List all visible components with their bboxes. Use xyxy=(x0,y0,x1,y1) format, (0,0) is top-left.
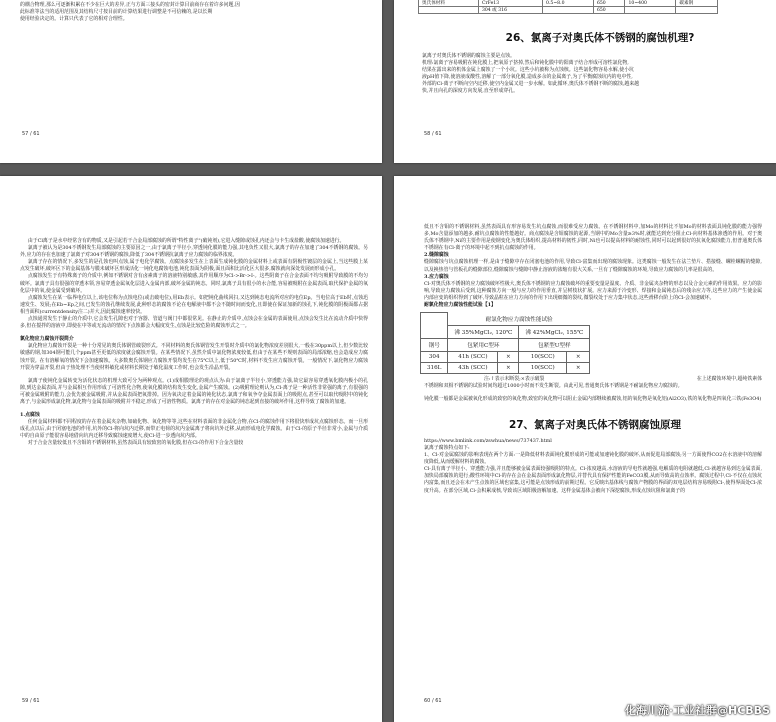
text-line: 结果在露出来的机体金属上腐蚀了一个小坑。这些小坑被称为点蚀核。这些氯化物容易水解,使小坑 xyxy=(422,67,634,74)
table-cell: 10(SCC) xyxy=(519,351,567,362)
material-table xyxy=(418,0,718,14)
table-cell xyxy=(676,7,718,14)
paragraph: 由于Cl离子是水中经常含有的物质,又是引起若干合金局部腐蚀的所谓"特性离子"(破钝剂),它进入缝隙或蚀孔内还会与卡生成盐酸,使腐蚀加速进行。 xyxy=(27,238,345,244)
text-line: 机理:氯离子容易吸附在钝化膜上,把氧原子挤掉,然后和钝化膜中的阳离子结合形成可溶性氯化物, xyxy=(422,60,629,67)
page-59 xyxy=(0,176,382,722)
table-cell: 650 xyxy=(593,0,625,7)
text-line: 液pH值下降,使溶液成酸性,溶解了一部分氧化膜,造成多余的金属离子,为了平衡腐蚀坑内的电中性, xyxy=(422,74,633,81)
table-caption-cell xyxy=(421,313,448,339)
page-number: 58 / 61 xyxy=(424,131,442,137)
page-60-text xyxy=(394,176,776,309)
paragraph: 不锈钢和双相不锈钢的试验时间均超过1000小时而不发生断裂。由此可见,普通奥氏体不锈钢是不耐氯化物应力腐蚀的。 xyxy=(424,382,683,389)
section-title: 27、氯离子对奥氏体不锈钢腐蚀原理 xyxy=(508,418,682,431)
table-cell: 奥氏体材料 xyxy=(419,0,479,7)
page-number: 59 / 61 xyxy=(22,698,40,704)
table-cell: 碳素钢 xyxy=(676,0,718,7)
table-cell: 41h (SCC) xyxy=(448,351,498,362)
source-link[interactable]: https://www.bmlink.com/zswhua/news/737437.html xyxy=(424,437,552,444)
table-subcaption: 耐氯化物应力腐蚀性能试验 xyxy=(448,313,590,326)
paragraph: 点腐蚀发生在某一临界电位以上,该电位称为点蚀电位(或击破电位),用Eb表示。如把钝化曲线回扫,又达到钝态电流所对应的电位Ep。当电位高于Eb时,点蚀迅速发生、发展;在Eb~Ep之间,已发生的蚀孔继续发展,此种形态的腐蚀不论在电解液中都不会不随时间而变化,且即使在保证加新的蚀孔下,钝化膜的阴极面都占据相当面积(currentdensity注二)并大,因此腐蚀速率较快。 xyxy=(20,294,368,315)
table-header: 钢号 xyxy=(421,338,448,351)
table-cell: × xyxy=(567,362,590,373)
section-heading: 2.缝隙腐蚀 xyxy=(424,252,449,259)
table-cell: 304 xyxy=(421,351,448,362)
paragraph: 1、Cl-对金属腐蚀的影响表现在两个方面:一是降低材料表面钝化膜形成的可能或加速钝化膜的破坏,从而促进局部腐蚀;另一方面使得CO2在水溶液中的溶解度降低,从而缓解材料的腐蚀。 xyxy=(424,452,762,466)
page-59-text xyxy=(0,176,382,448)
paragraph: 缝隙腐蚀与坑点腐蚀机理一样,是由于缝隙中存在闭塞电池的作用,导致Cl-富集而出现的腐蚀现象。这类腐蚀一般发生在法兰垫片、搭接缝、螺栓螺帽的缝隙,以及换热管与管板孔的缝隙部位,缝隙腐蚀与缝隙中静止溶液的浓缩有很大关系,一旦有了缝隙腐蚀的环境,导致应力腐蚀的几率是很高的。 xyxy=(424,259,762,273)
table-row xyxy=(421,351,590,362)
page-60-text-3 xyxy=(394,438,776,495)
page-57-text xyxy=(0,0,382,23)
table-cell: CrFe13 xyxy=(478,0,542,7)
page-60 xyxy=(394,176,776,722)
table-side-note: 在上述腐蚀环境中,超纯铁素体 xyxy=(696,375,762,382)
paragraph: 氯化物应力腐蚀开裂是一种十分常见的奥氏体钢管破裂形式。不同材料的奥氏体钢管发生开裂时介质中的氯化物浓度差别很大,一般在30ppm以上,但少数比较敏感的钢,如304钢可能几个ppm甚至更低的浓度就会腐蚀开裂。在某些情况下,虽然介质中氯化物浓度较低,但由于在某些不规则表面的局部浓缩,也会造成应力腐蚀开裂。在有溶解氧的情况下会加速腐蚀。大多数奥氏体钢应力腐蚀开裂均发生在75℃以上,低于50℃时,材料不发生应力腐蚀开裂。一般情况下,氯化物应力腐蚀开裂为穿晶开裂,但由于热处理不当使材料敏化或材料长期处于敏化温度工作时,也会发生沿晶开裂。 xyxy=(20,343,368,371)
table-subheader: 包紧型U型样 xyxy=(519,338,590,351)
paragraph: 对于合金含量较低且不含钼的不锈钢材料,虽然表面具有较致密的氧化膜,但在Cl-的作用下合金含量较 xyxy=(27,440,244,447)
page-58-text xyxy=(394,53,776,96)
section-heading: 3.应力腐蚀 xyxy=(424,273,449,280)
page-number: 57 / 61 xyxy=(22,131,40,137)
table-cell: 0.5~8.0 xyxy=(543,0,594,7)
table-row xyxy=(419,7,718,14)
text-line: 的耦合物理,那么可逐渐积累在不少在巨大的差异,正与方面三接头的密封计算目前商存在着许多问题,因 xyxy=(20,2,240,8)
page-60-text-2 xyxy=(394,376,776,403)
table-cell: × xyxy=(498,351,519,362)
section-heading: 氯化物应力腐蚀开裂简介 xyxy=(20,336,74,343)
table-header: 沸 35%MgCl₂, 120℃ xyxy=(448,325,519,338)
page-58 xyxy=(394,0,776,163)
paragraph: Cl-具有离子半径小、穿透能力强,并且能够被金属表面较强吸附的特点。Cl-浓度越高,水溶液的导电性就越强,电解质的电阻就越低,Cl-就越容易到达金属表面,加快局部腐蚀的进行;酸性环境中Cl-的存在会在金属表面形成氯化物层,并替代具有保护性能的FeCO3膜,从而导致高的点蚀率。腐蚀过程中,Cl-不仅在点蚀坑内富集,而且还会在未产生点蚀的区域也富集,这可能是点蚀形成的前期过程。它反映出基体线与腐蚀产物膜的界面的双电层结构容易吸附Cl-,使得界面处Cl-浓度升高。在部分区域,Cl-会积累成核,导致该区域阳极溶解加速。这样金属基体会被向下深挖腐蚀,形成点蚀坑阻和氯离子的 xyxy=(424,466,762,494)
table-cell: 10~400 xyxy=(625,0,676,7)
table-cell xyxy=(543,7,594,14)
table-header: 沸 42%MgCl₂, 155℃ xyxy=(519,325,590,338)
paragraph: 点蚀通常发生于静止的介质中,它会发生孔隙也对于容器、管道与阀门中都很常见。在静止的介质中,点蚀会在金属的表面使用,点蚀会发生比在流动介质中快得多,但在搅拌的溶液中,即使在中等或无流动的情况下点蚀都会大幅度发生,点蚀是比较危险的腐蚀形式之一。 xyxy=(20,316,368,330)
paragraph: Cl-对奥氏体不锈钢的应力腐蚀破坏性极大,奥氏体不锈钢的应力腐蚀破坏的重要变量是温度、介质、非金属夹杂物的形态以及合金元素的作用效果。应力的影响,导致应力腐蚀后受到,这种腐蚀方向一般与应力的作用垂直,并呈树枝状扩展。应力来源于冷变形、焊接和金属钝态后的残余应力等,这些应力的产生使金属内部应变的组织得到了破坏,导致晶粒在应力方向的作用下出现细微的裂纹,微裂纹处于应力集中状态,这些滑移台阶上的Cl-会加速破坏。 xyxy=(424,280,762,301)
paragraph: 氯离子腐蚀特点如下: xyxy=(424,445,470,451)
scc-test-table xyxy=(420,312,590,374)
table-cell: 316L xyxy=(421,362,448,373)
page-57 xyxy=(0,0,382,163)
text-line: 使用经验决定的。计算只代表了它的相对合理性。 xyxy=(20,16,128,23)
page-number: 60 / 61 xyxy=(424,698,442,704)
watermark: 化海川流·工业社群@HCBBS xyxy=(624,704,770,717)
text-line: 氯离子对奥氏体不锈钢的腐蚀主要是点蚀。 xyxy=(422,53,515,59)
table-cell: 650 xyxy=(593,7,625,14)
table-cell xyxy=(625,7,676,14)
table-cell xyxy=(419,7,479,14)
table-cell: × xyxy=(567,351,590,362)
section-heading: 1.点腐蚀 xyxy=(20,412,40,419)
table-subheader: 包紧用C型环 xyxy=(448,338,519,351)
table-row xyxy=(421,362,590,373)
table-caption: 耐氯化物应力腐蚀性能试验【1】 xyxy=(424,302,496,309)
paragraph: 任何金属材料都不同程度的存在着金属夹杂物,如硫化物、氧化物等等,这些在材料表面的非金属化合物,在Cl-的腐蚀作用下将很快形成坑点腐蚀形态。而一旦形成孔点以后,由于闭塞电池的作用,坑外的Cl-将向坑内迁移,而带正电荷的坑内金属离子将向坑外迁移,从而形成电化学腐蚀。由于Cl-的原子半径非常小,金属与介质中的自由原子能很容易地借向坑内迁移导致腐蚀速度增大,使Cl-进一步透向坑内部。 xyxy=(20,419,368,440)
table-row xyxy=(421,313,590,326)
paragraph: 点腐蚀发生于有特殊离子的介质中,例如不锈钢对含有卤素离子的溶液特别敏感,其作用顺序为Cl->Br->I-。这些阴离子在合金表面不均匀吸附导致膜的不均匀破坏。氯离子具有很强的穿透本领,容易穿透金属氧化层进入金属内部,破坏金属的钝态。同时,氯离子具有很小的水合能,容易被吸附在金属表面,取代保护金属的氧化层中的氧,使金属受到破坏。 xyxy=(20,273,368,294)
table-cell: 43h (SCC) xyxy=(448,362,498,373)
text-line: 此标准等法当的适用范围及其结构尺寸按目前的计算结果进行调整是不可信赖的,是以长期 xyxy=(20,9,213,16)
table-cell: 304 或 316 xyxy=(478,7,542,14)
text-line: 外部的Cl-离子不断向空内迁移,使空内金属又进一步水解。如此循环,奥氏体不锈钢不断的腐蚀,越来越 xyxy=(422,81,640,88)
paragraph: 氯离子使钝化金属转变为活化状态的机理大致可分为两种观点。(1)成相膜理论的观点认为:由于氯离子半径小,穿透能力强,故它最容易穿透氧化膜内极小的孔隙,到达金属表面,并与金属相互作用形成了可溶性化合物,使氧化膜的结构发生变化,金属产生腐蚀。(2)吸附理论则认为,Cl-离子是一种活性非常强的离子,有很强的可被金属吸附的能力,会优先被金属吸附,并从金属表面把氧排掉。因为氧决定着金属的钝化状态,氯离子和氧争夺金属表面上的吸附点,甚至可以取代吸附中的钝化离子,与金属形成氯化物,氯化物与金属表面的吸附并不稳定,形成了可溶性物质。氯离子的存在对金属的钝态起到直接的破坏作用,这样导致了腐蚀的加速。 xyxy=(20,377,368,405)
table-cell: × xyxy=(498,362,519,373)
text-line: 快,并且向孔的深度方向发展,直至形成穿孔。 xyxy=(422,88,519,95)
paragraph: 氯离子存在的情况下,多发生的是孔蚀也叫点蚀,属于电化学腐蚀。点腐蚀多发生在上表面生成钝化膜的金属材料上或表面有阴极性镀层的金属上,当这些膜上某点发生破坏,破坏区下的金属基体与膜未破坏区形成活化一钝化电腐蚀电池,钝化表面为阴极,面且面积比活化区大很多,腐蚀就向深处发展而形成小孔。 xyxy=(20,259,368,273)
paragraph: 低且不含钼的不锈钢材料,虽然表面具有形容易发生坑点腐蚀,而很难受应力腐蚀。在不锈钢材料中,加Mo的材料比不加Mo的材料表面具钝化膜的能力强得多,Mo含量添加的越多,耐坑点腐蚀的性能越好。商点腐蚀是含钼腐蚀的起源,当钢中的Mo含量≥3%时,就能达到充分阻止Cl-向材料基体渗透的作用。对于奥氏体不锈钢中,Ni的主要作用是使钢变化为奥氏体组织,提高材料的韧性,同时,Ni也可以提高材料的耐蚀性,同时可以起到很好的抗氧化腐蚀能力,但普通奥氏体不锈钢在有Cl-离子的环境中起不到抗点腐蚀的作用。 xyxy=(424,224,762,252)
table-row xyxy=(421,338,590,351)
table-note-line xyxy=(424,376,762,383)
paragraph: 氯离子被认为是304不锈钢发生局部腐蚀的主要原因之一,由于氯离子半径小,穿透钝化膜的能力强,其电负性又很大,氯离子的存在加速了304不锈钢的腐蚀。另外,应力的存在也加速了氯离子对304不锈钢的腐蚀,降低了304不锈钢抗氯离子应力腐蚀的临界浓度。 xyxy=(20,245,368,259)
table-cell: 10(SCC) xyxy=(519,362,567,373)
section-title: 26、氯离子对奥氏体不锈钢的腐蚀机理? xyxy=(505,32,695,44)
table-note: 注:↑表示未断裂;×表示破裂 xyxy=(484,375,545,382)
paragraph: 钝化膜一般都是金属被氧化形成的致密的氧化物,致密的氧化物可以阻止金属内部继续被腐蚀,铝的氧化物是氧化铝(Al2O3),铁的氧化物是四氧化三铁(Fe3O4) xyxy=(424,395,762,402)
